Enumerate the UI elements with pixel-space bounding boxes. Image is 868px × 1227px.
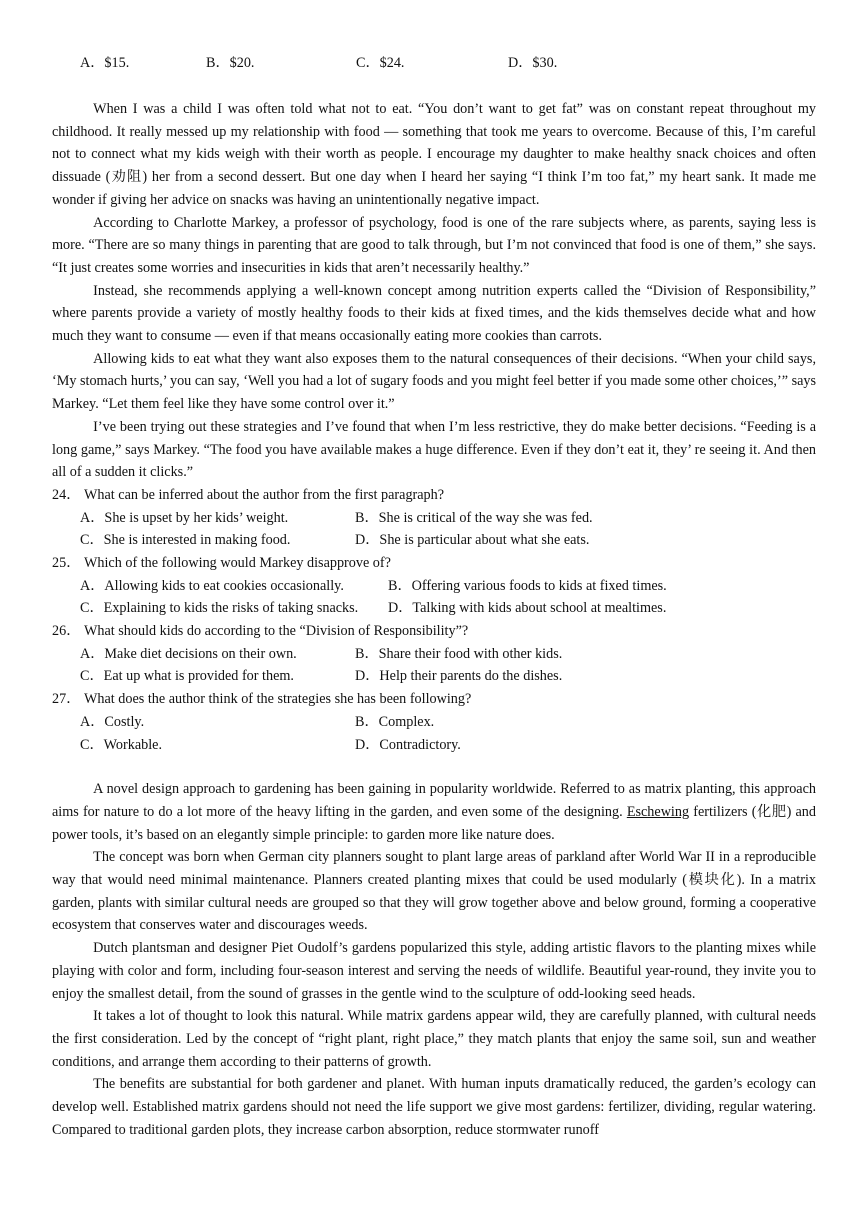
question-text: What should kids do according to the “Division of Responsibility”? xyxy=(84,623,469,640)
question-25 xyxy=(52,552,816,620)
option-a: A．$15. xyxy=(80,55,130,71)
option-c: C．She is interested in making food. xyxy=(80,532,291,549)
option-c: C．Explaining to kids the risks of taking snacks. xyxy=(80,600,359,617)
question-text: What can be inferred about the author from the first paragraph? xyxy=(84,486,445,503)
option-d: D．Help their parents do the dishes. xyxy=(355,668,563,685)
option-b: B．Offering various foods to kids at fixed times. xyxy=(388,577,667,594)
paragraph: Dutch plantsman and designer Piet Oudolf’s gardens popularized this style, adding artistic flavors to the planting mixes while playing with color and form, including four-season interest and serving the needs of wildlife. Beautiful year-round, they invite you to enjoy the smallest detail, from the sound of grasses in the gentle wind to the sculpture of odd-looking seed heads. xyxy=(52,940,816,1002)
question-text: What does the author think of the strategies she has been following? xyxy=(84,691,472,708)
option-c: C．Eat up what is provided for them. xyxy=(80,668,294,685)
question-26 xyxy=(52,620,816,688)
paragraph: I’ve been trying out these strategies and I’ve found that when I’m less restrictive, they do make better decisions. “Feeding is a long game,” says Markey. “The food you have available makes a huge difference. Even if they don’t eat it, they’ re seeing it. And then all of a sudden it clicks.” xyxy=(52,418,816,481)
question-24 xyxy=(52,484,816,552)
option-d: D．Contradictory. xyxy=(355,736,461,753)
exam-page xyxy=(52,52,816,1141)
paragraph: The benefits are substantial for both gardener and planet. With human inputs dramatically reduced, the garden’s ecology can develop well. Established matrix gardens should not need the life support we give most gardens: fertilizer, dividing, regular watering. Compared to traditional garden plots, they increase carbon absorption, reduce stormwater runoff xyxy=(52,1076,816,1138)
paragraph: When I was a child I was often told what not to eat. “You don’t want to get fat” was on constant repeat throughout my childhood. It really messed up my relationship with food — something that took me years to overcome. Because of this, I’m careful not to connect what my kids weigh with their worth as people. I encourage my daughter to make healthy snack choices and often dissuade (劝阻) her from a second dessert. But one day when I heard her saying “I think I’m too fat,” my heart sank. It made me wonder if giving her advice on snacks was having an unintentionally negative impact. xyxy=(52,101,816,208)
question-text: Which of the following would Markey disapprove of? xyxy=(84,555,391,572)
paragraph: It takes a lot of thought to look this natural. While matrix gardens appear wild, they are carefully planned, with cultural needs the first consideration. Led by the concept of “right plant, right place,” they match plants that enjoy the same soil, sun and weather conditions, and arrange them according to their patterns of growth. xyxy=(52,1008,816,1070)
paragraph: Allowing kids to eat what they want also exposes them to the natural consequences of their decisions. “When your child says, ‘My stomach hurts,’ you can say, ‘Well you had a lot of sugary foods and you might feel better if you made some other choices,’” says Markey. “Let them feel like they have some control over it.” xyxy=(52,350,816,413)
question-27 xyxy=(52,688,816,756)
option-d: D．Talking with kids about school at mealtimes. xyxy=(388,600,667,617)
option-a: A．She is upset by her kids’ weight. xyxy=(80,509,289,526)
passage-gardening xyxy=(52,778,816,1141)
option-d: D．$30. xyxy=(508,55,558,71)
text-run: A novel design approach to gardening has been gaining in popularity worldwide. Referred to as matrix planting, this approach aims for nature to do a lot more of the heavy lifting in the garden, and even some of the designing. xyxy=(52,781,816,820)
option-b: B．She is critical of the way she was fed. xyxy=(355,509,593,526)
paragraph xyxy=(52,778,816,846)
question-number: 25． xyxy=(52,555,81,572)
passage-food xyxy=(52,98,816,484)
paragraph: Instead, she recommends applying a well-known concept among nutrition experts called the “Division of Responsibility,” where parents provide a variety of mostly healthy foods to their kids at fixed times, and the kids themselves decide what and how much they want to consume — even if that means occasionally eating more cookies than carrots. xyxy=(52,282,816,345)
question-number: 24． xyxy=(52,486,81,503)
option-a: A．Costly. xyxy=(80,713,145,730)
question-number: 27． xyxy=(52,691,81,708)
paragraph: The concept was born when German city planners sought to plant large areas of parkland after World War II in a reproducible way that would need minimal maintenance. Planners created planting mixes that could be used modularly (模块化). In a matrix garden, plants with similar cultural needs are grouped so that they will grow together above and below ground, forming a cooperative ecosystem that conserves water and discourages weeds. xyxy=(52,849,816,934)
paragraph: According to Charlotte Markey, a professor of psychology, food is one of the rare subjects where, as parents, saying less is more. “There are so many things in parenting that are good to talk through, but I’m not convinced that food is one of them,” she says. “It just creates some worries and insecurities in kids that aren’t necessarily healthy.” xyxy=(52,214,816,276)
underlined-word: Eschewing xyxy=(626,803,690,820)
option-a: A．Allowing kids to eat cookies occasionally. xyxy=(80,577,344,594)
option-c: C．Workable. xyxy=(80,736,162,753)
text-run: fertilizers (化肥) and power tools, it’s based on an elegantly simple principle: to garden more like nature does. xyxy=(52,803,816,843)
option-b: B．Complex. xyxy=(355,713,435,730)
option-d: D．She is particular about what she eats. xyxy=(355,532,590,549)
q23-options xyxy=(80,52,816,74)
option-c: C．$24. xyxy=(356,55,405,71)
option-b: B．Share their food with other kids. xyxy=(355,645,563,662)
option-b: B．$20. xyxy=(206,55,255,71)
option-a: A．Make diet decisions on their own. xyxy=(80,645,297,662)
question-number: 26． xyxy=(52,623,81,640)
